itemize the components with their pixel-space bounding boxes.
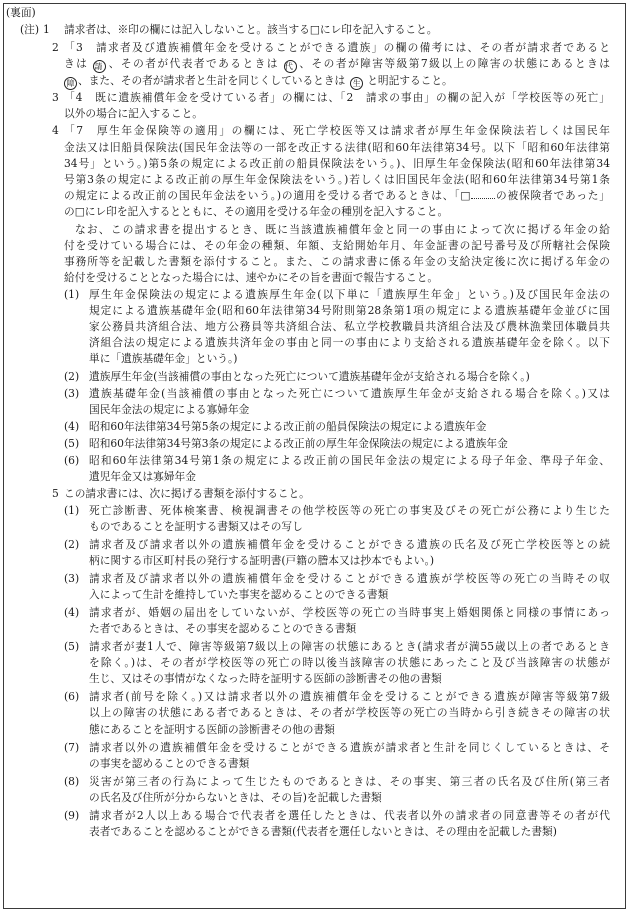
item-number: (5): [64, 640, 80, 653]
note4-line1: 「7 厚生年金保険等の適用」の欄には、死亡学校医等又は請求者が厚生年金保険法若しくは国民年: [64, 124, 610, 137]
note5-item2-line2: 柄に関する市区町村長の発行する証明書(戸籍の謄本又は抄本でもよい。): [89, 554, 434, 567]
circled-mark-same-livelihood: 生: [350, 77, 363, 90]
note5-item3-line1: 請求者及び請求者以外の遺族補償年金を受けることができる遺族が学校医等の死亡の当時その収: [89, 572, 610, 585]
note3-line2: 以外の場合に記入すること。: [64, 107, 203, 120]
note4-line4: 号第3条の規定による改正前の厚生年金保険法をいう。)若しくは旧国民年金法(昭和60年法律第34号第1条: [64, 173, 610, 186]
note1-line1: 請求者は、※印の欄には記入しないこと。該当する□にレ印を記入すること。: [64, 23, 438, 36]
note4-paragraph2-line1: なお、この請求書を提出するとき、既に当該遺族補償年金と同一の事由によって次に掲げる年金の給: [75, 223, 610, 236]
note4-item4-line1: 昭和60年法律第34号第5条の規定による改正前の船員保険法の規定による遺族年金: [89, 420, 487, 433]
text-segment: 、その者が代表者であるときは: [107, 57, 279, 70]
note4-line2: 金法又は旧船員保険法(国民年金法等の一部を改正する法律(昭和60年法律第34号。以下「昭和60年法律第: [64, 141, 610, 154]
circled-mark-claimant: 請: [93, 60, 106, 73]
note4-item1-line4: 済組合法の規定による遺族共済年金の事由と同一の事由により支給される遺族基礎年金を除く。以下: [89, 336, 610, 349]
note4-item1-line5: 単に「遺族基礎年金」という。): [89, 352, 238, 365]
note5-item5-line1: 請求者が妻1人で、障害等級第7級以上の障害の状態にあるとき(請求者が満55歳以上の者であるとき: [89, 640, 610, 653]
note4-item1-line2: 規定による遺族基礎年金(昭和60年法律第34号附則第28条第1項の規定による遺族基礎年金並びに国: [89, 304, 610, 317]
circled-mark-disabled: 障: [64, 77, 77, 90]
note4-item3-line2: 国民年金法の規定による寡婦年金: [89, 403, 250, 416]
note4-item6-line1: 昭和60年法律第34号第1条の規定による改正前の国民年金法の規定による母子年金、準母子年金、: [89, 454, 610, 467]
note-number-1: 1: [43, 23, 50, 36]
note4-paragraph2-line2: 付を受けている場合には、その年金の種類、年額、支給開始年月、年金証書の記号番号及び所轄社会保険: [64, 239, 610, 252]
page-side-label: (裏面): [6, 6, 36, 19]
note4-line5: [64, 188, 610, 204]
item-number: (5): [64, 437, 80, 450]
item-number: (2): [64, 538, 80, 551]
note2-line3: [64, 73, 610, 90]
item-number: (6): [64, 454, 80, 467]
note4-item1-line3: 家公務員共済組合法、地方公務員等共済組合法、私立学校教職員共済組合法及び農林漁業団体職員共: [89, 320, 610, 333]
note4-item1-line1: 厚生年金保険法の規定による遺族厚生年金(以下単に「遺族厚生年金」という。)及び国民年金法の: [89, 288, 610, 301]
note5-item1-line2: ものであることを証明する書類又はその写し: [89, 520, 303, 533]
note5-item5-line2: を除く。)は、その者が学校医等の死亡の時以後当該障害の状態にあったこと及び当該障害の状態が: [89, 656, 610, 669]
item-number: (3): [64, 572, 80, 585]
item-number: (4): [64, 420, 80, 433]
item-number: (4): [64, 606, 80, 619]
note2-line1: 「3 請求者及び遺族補償年金を受けることができる遺族」の欄の備考には、その者が請求者であると: [64, 41, 610, 54]
notes-label: (注): [20, 23, 40, 36]
note5-item4-line2: た者であるときは、その事実を認めることのできる書類: [89, 622, 357, 635]
note3-line1: 「4 既に遺族補償年金を受けている者」の欄には、「2 請求の事由」の欄の記入が「学校医等の死亡」: [64, 91, 610, 104]
note5-item5-line3: 生じ、又はその事情がなくなった時を証明する医師の診断書その他の書類: [89, 672, 442, 685]
note4-paragraph2-line3: 事務所等を記載した書類を添付すること。また、この請求書に係る年金の支給決定後に次に掲げる年金の: [64, 255, 610, 268]
note5-item7-line1: 請求者以外の遺族補償年金を受けることができる遺族が請求者と生計を同じくしているときは、そ: [89, 741, 610, 754]
blank-fill-in-field: [471, 189, 495, 199]
note5-item2-line1: 請求者及び請求者以外の遺族補償年金を受けることができる遺族の氏名及び死亡学校医等との続: [89, 538, 610, 551]
note5-item6-line2: 以上の障害の状態にある者であるときは、その者が学校医等の死亡の当時から引き続きその障害の状: [89, 706, 610, 719]
note5-item4-line1: 請求者が、婚姻の届出をしていないが、学校医等の死亡の当時事実上婚姻関係と同様の事情にあっ: [89, 606, 610, 619]
text-segment: の規定による改正前の国民年金法をいう。)の適用を受ける者であるときは、「□: [64, 189, 472, 202]
note4-line6: の□にレ印を記入するとともに、その適用を受ける年金の種別を記入すること。: [64, 205, 449, 218]
item-number: (2): [64, 370, 80, 383]
note5-item1-line1: 死亡診断書、死体検案書、検視調書その他学校医等の死亡の事実及びその死亡が公務により生じた: [89, 504, 610, 517]
note5-item9-line2: 表者であることを認めることができる書類(代表者を選任しないときは、その理由を記載した書類): [89, 825, 557, 838]
text-segment: 、その者が障害等級第7級以上の障害の状態にあるときは: [297, 57, 610, 70]
item-number: (8): [64, 775, 80, 788]
item-number: (3): [64, 387, 80, 400]
note5-item6-line3: 態にあることを証明する医師の診断書その他の書類: [89, 723, 335, 736]
item-number: (7): [64, 741, 80, 754]
note4-item2-line1: 遺族厚生年金(当該補償の事由となった死亡について遺族基礎年金が支給される場合を除く。): [89, 370, 530, 383]
text-segment: の被保険者であった」: [495, 189, 610, 202]
note4-item3-line1: 遺族基礎年金(当該補償の事由となった死亡について遺族厚生年金が支給される場合を除く。)又は: [89, 387, 610, 400]
note5-item8-line2: の氏名及び住所が分からないときは、その旨)を記載した書類: [89, 791, 382, 804]
note5-item9-line1: 請求者が2人以上ある場合で代表者を選任したときは、代表者以外の請求者の同意書等その者が代: [89, 809, 610, 822]
note5-item3-line2: 入によって生計を維持していた事実を認めることのできる書類: [89, 588, 389, 601]
note4-item5-line1: 昭和60年法律第34号第3条の規定による改正前の厚生年金保険法の規定による遺族年金: [89, 437, 508, 450]
note-number-2: 2: [52, 41, 59, 54]
item-number: (9): [64, 809, 80, 822]
note-number-5: 5: [52, 487, 59, 500]
note-number-4: 4: [52, 124, 59, 137]
note2-line2: [64, 56, 610, 73]
note5-item6-line1: 請求者(前号を除く。)又は請求者以外の遺族補償年金を受けることができる遺族が障害等級第7級: [89, 690, 610, 703]
note5-item8-line1: 災害が第三者の行為によって生じたものであるときは、その事実、第三者の氏名及び住所(第三者: [89, 775, 610, 788]
text-segment: きは: [64, 57, 89, 70]
note-number-3: 3: [52, 91, 59, 104]
item-number: (6): [64, 690, 80, 703]
note4-paragraph2-line4: 給付を受けることとなった場合には、速やかにその旨を書面で報告すること。: [64, 271, 439, 284]
note5-line1: この請求書には、次に掲げる書類を添付すること。: [64, 487, 310, 500]
item-number: (1): [64, 288, 80, 301]
item-number: (1): [64, 504, 80, 517]
note4-line3: 34号」という。)第5条の規定による改正前の船員保険法をいう。)、旧厚生年金保険法(昭和60年法律第34: [64, 157, 610, 170]
text-segment: と明記すること。: [367, 74, 453, 87]
note5-item7-line2: の事実を認めることのできる書類: [89, 757, 250, 770]
text-segment: 、また、その者が請求者と生計を同じくしているときは: [78, 74, 346, 87]
note4-item6-line2: 遺児年金又は寡婦年金: [89, 470, 196, 483]
circled-mark-representative: 代: [284, 60, 297, 73]
